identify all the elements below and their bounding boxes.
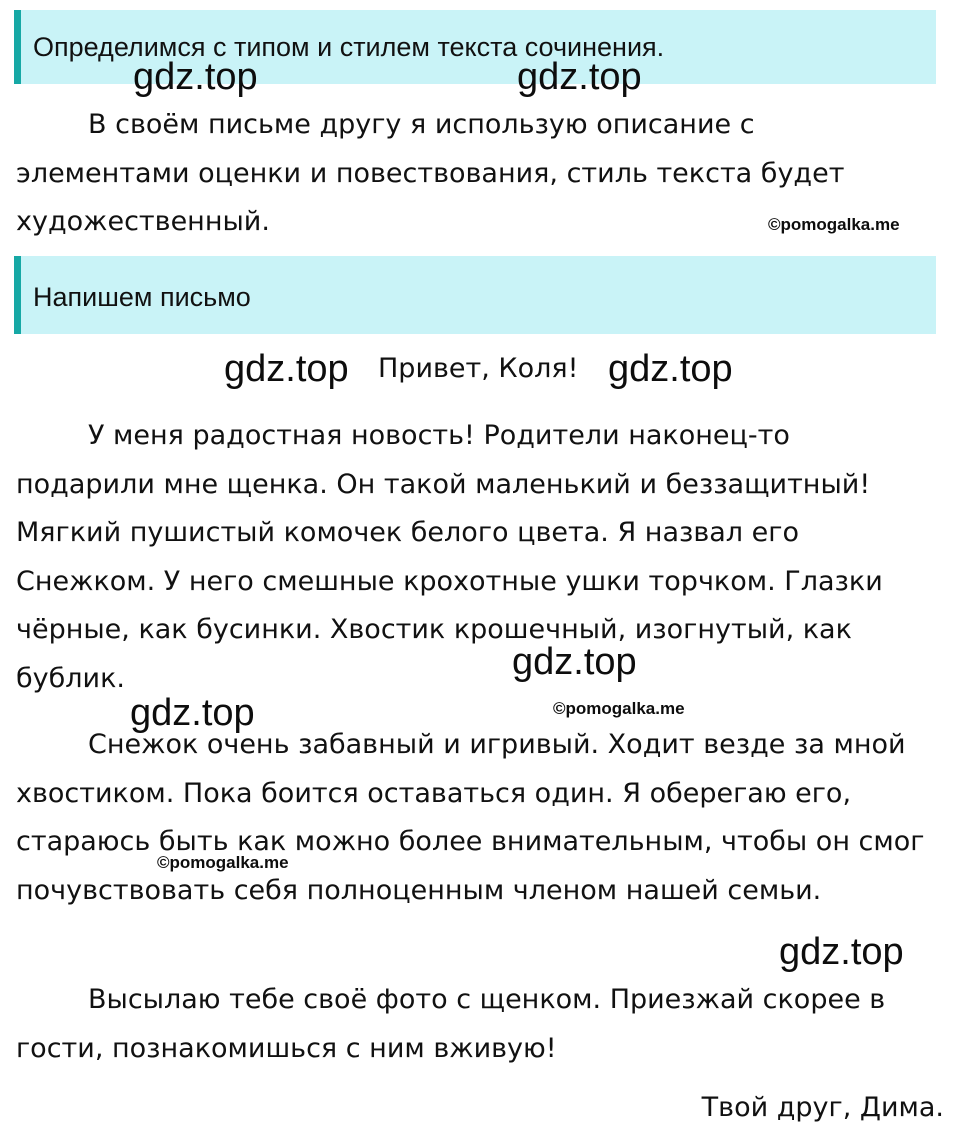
letter-signature: Твой друг, Дима. xyxy=(701,1092,944,1123)
gdz-watermark: gdz.top xyxy=(130,692,255,734)
pomogalka-watermark: ©pomogalka.me xyxy=(553,699,685,718)
gdz-watermark: gdz.top xyxy=(517,56,642,98)
section-heading-letter xyxy=(14,256,936,334)
pomogalka-watermark: ©pomogalka.me xyxy=(768,215,900,234)
gdz-watermark: gdz.top xyxy=(608,348,733,390)
gdz-watermark: gdz.top xyxy=(779,931,904,973)
letter-paragraph-2: Снежок очень забавный и игривый. Ходит везде за мной хвостиком. Пока боится оставаться один. Я оберегаю его, стараюсь быть как можно более внимательным, чтобы он смог почувствовать себя полноценным членом нашей семьи. xyxy=(16,729,925,906)
pomogalka-watermark: ©pomogalka.me xyxy=(157,853,289,872)
section-heading-text: Определимся с типом и стилем текста сочинения. xyxy=(33,32,665,62)
letter-paragraph-1: У меня радостная новость! Родители наконец-то подарили мне щенка. Он такой маленький и беззащитный! Мягкий пушистый комочек белого цвета. Я назвал его Снежком. У него смешные крохотные ушки торчком. Глазки чёрные, как бусинки. Хвостик крошечный, изогнутый, как бублик. xyxy=(16,420,883,694)
gdz-watermark: gdz.top xyxy=(133,56,258,98)
letter-greeting: Привет, Коля! xyxy=(378,353,579,384)
gdz-watermark: gdz.top xyxy=(512,641,637,683)
intro-paragraph: В своём письме другу я использую описание с элементами оценки и повествования, стиль текста будет художественный. xyxy=(16,109,845,237)
section-heading-text: Напишем письмо xyxy=(33,282,251,312)
letter-paragraph-3: Высылаю тебе своё фото с щенком. Приезжай скорее в гости, познакомишься с ним вживую! xyxy=(16,984,886,1064)
gdz-watermark: gdz.top xyxy=(224,348,349,390)
